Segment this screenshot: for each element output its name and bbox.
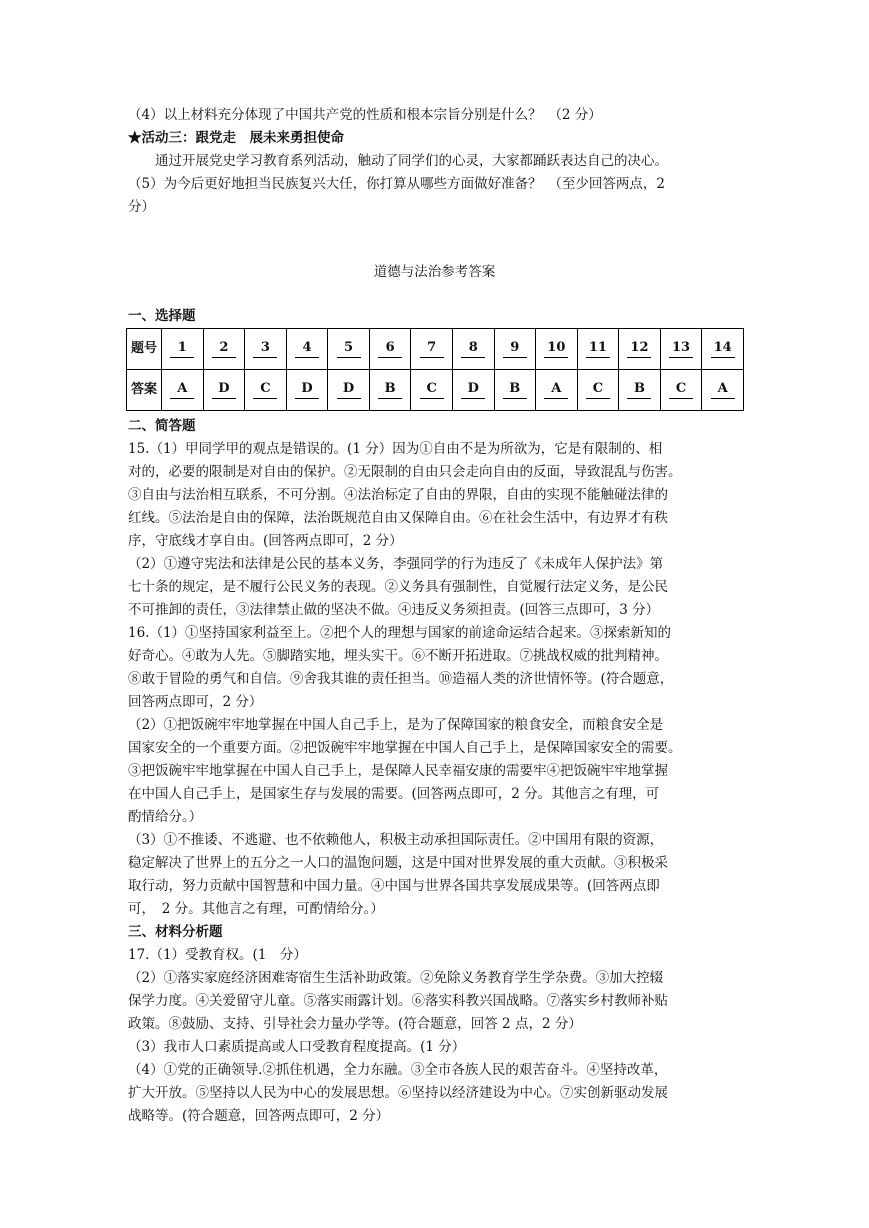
table-cell <box>162 329 204 370</box>
question-number: 4 <box>295 340 319 358</box>
answer-letter: D <box>295 381 319 399</box>
question-number: 3 <box>253 340 277 358</box>
table-row-answers <box>127 370 744 411</box>
answer-letter: D <box>337 381 361 399</box>
table-cell <box>411 329 453 370</box>
question-number: 9 <box>503 340 527 358</box>
question-number: 1 <box>170 340 194 358</box>
question-number: 7 <box>420 340 444 358</box>
table-cell <box>452 370 494 411</box>
question-5: （5）为今后更好地担当民族复兴大任，你打算从哪些方面做好准备？ （至少回答两点，2 分） <box>128 176 665 215</box>
table-cell <box>536 370 578 411</box>
table-cell <box>452 329 494 370</box>
answer-key-title: 道德与法治参考答案 <box>373 264 496 280</box>
answer-letter: A <box>544 381 568 399</box>
table-cell <box>577 370 619 411</box>
answer-15-1: 15.（1）甲同学甲的观点是错误的。(1 分）因为①自由不是为所欲为，它是有限制的、相 对的，必要的限制是对自由的保护。②无限制的自由只会走向自由的反面，导致混乱与伤害。 ③自由与法治相互联系，不可分割。④法治标定了自由的界限，自由的实现不能触碰法律的 红线。⑤法治是自由的保障，法治既规范自由又保障自由。⑥在社会生活中，有边界才有秩 序，守底线才享自由。(回答两点即可，2 分） <box>128 441 682 549</box>
table-cell <box>660 370 702 411</box>
table-cell <box>203 370 245 411</box>
table-cell <box>411 370 453 411</box>
answer-16-3: （3）①不推诿、不逃避、也不依赖他人，积极主动承担国际责任。②中国用有限的资源， 稳定解决了世界上的五分之一人口的温饱问题，这是中国对世界发展的重大贡献。③积极采 取行动，努力贡献中国智慧和中国力量。④中国与世界各国共享发展成果等。(回答两点即 可， 2 分。其他言之有理，可酌情给分。） <box>128 832 668 917</box>
table-cell <box>369 329 411 370</box>
answer-letter: C <box>253 381 277 399</box>
table-cell <box>660 329 702 370</box>
table-cell <box>203 329 245 370</box>
table-cell <box>162 370 204 411</box>
table-cell <box>245 329 287 370</box>
answer-letter: A <box>711 381 735 399</box>
table-cell <box>286 370 328 411</box>
question-number: 5 <box>337 340 361 358</box>
question-number: 12 <box>627 340 651 358</box>
table-row-numbers <box>127 329 744 370</box>
question-number: 14 <box>711 340 735 358</box>
row-header-number: 题号 <box>127 329 162 370</box>
activity-intro: 通过开展党史学习教育系列活动，触动了同学们的心灵，大家都踊跃表达自己的决心。 <box>128 153 668 169</box>
question-4: （4）以上材料充分体现了中国共产党的性质和根本宗旨分别是什么？ （2 分） <box>128 107 602 123</box>
question-number: 2 <box>212 340 236 358</box>
answer-16-1: 16.（1）①坚持国家利益至上。②把个人的理想与国家的前途命运结合起来。③探索新知的 好奇心。④敢为人先。⑤脚踏实地，埋头实干。⑥不断开拓进取。⑦挑战权威的批判精神。 ⑧敢于冒险的勇气和自信。⑨舍我其谁的责任担当。⑩造福人类的济世情怀等。(符合题意， 回答两点即可，2 分） <box>128 625 674 710</box>
section-short-answer-heading: 二、简答题 <box>128 418 196 434</box>
answer-17-3: （3）我市人口素质提高或人口受教育程度提高。(1 分） <box>128 1039 466 1055</box>
answer-letter: D <box>212 381 236 399</box>
answer-letter: C <box>420 381 444 399</box>
question-number: 13 <box>669 340 693 358</box>
answer-15-2: （2）①遵守宪法和法律是公民的基本义务，李强同学的行为违反了《未成年人保护法》第 七十条的规定，是不履行公民义务的表现。②义务具有强制性，自觉履行法定义务，是公民 不可推卸的责任，③法律禁止做的坚决不做。④违反义务须担责。(回答三点即可，3 分） <box>128 556 668 618</box>
question-number: 11 <box>586 340 610 358</box>
table-cell <box>619 329 661 370</box>
section-choice-heading: 一、选择题 <box>128 308 196 324</box>
answer-17-4: （4）①党的正确领导.②抓住机遇，全力东融。③全市各族人民的艰苦奋斗。④坚持改革， 扩大开放。⑤坚持以人民为中心的发展思想。⑥坚持以经济建设为中心。⑦实创新驱动发展 战略等。(符合题意，回答两点即可，2 分） <box>128 1062 668 1124</box>
answer-table <box>126 328 744 411</box>
answer-17-2: （2）①落实家庭经济困难寄宿生生活补助政策。②免除义务教育学生学杂费。③加大控辍 保学力度。④关爱留守儿童。⑤落实雨露计划。⑥落实科教兴国战略。⑦落实乡村教师补贴 政策。⑧鼓励、支持、引导社会力量办学等。(符合题意，回答 2 点，2 分） <box>128 970 668 1032</box>
table-cell <box>619 370 661 411</box>
table-cell <box>245 370 287 411</box>
activity-3-heading: ★活动三：跟党走 展未来勇担使命 <box>128 130 344 146</box>
answer-letter: C <box>669 381 693 399</box>
answer-16-2: （2）①把饭碗牢牢地掌握在中国人自己手上，是为了保障国家的粮食安全，而粮食安全是 国家安全的一个重要方面。②把饭碗牢牢地掌握在中国人自己手上，是保障国家安全的需要。 ③把饭碗牢牢地掌握在中国人自己手上，是保障人民幸福安康的需要牢④把饭碗牢牢地掌握 在中国人自己手上，是国家生存与发展的需要。(回答两点即可，2 分。其他言之有理，可 酌情给分。） <box>128 717 682 825</box>
table-cell <box>536 329 578 370</box>
table-cell <box>328 329 370 370</box>
answer-letter: B <box>378 381 402 399</box>
table-cell <box>577 329 619 370</box>
question-number: 6 <box>378 340 402 358</box>
answer-letter: A <box>170 381 194 399</box>
table-cell <box>286 329 328 370</box>
question-number: 10 <box>544 340 568 358</box>
answer-letter: C <box>586 381 610 399</box>
table-cell <box>328 370 370 411</box>
section-material-analysis-heading: 三、材料分析题 <box>128 924 223 940</box>
answer-letter: B <box>503 381 527 399</box>
row-header-answer: 答案 <box>127 370 162 411</box>
answer-17-1: 17.（1）受教育权。(1 分） <box>128 947 307 963</box>
answer-letter: B <box>627 381 651 399</box>
table-cell <box>494 329 536 370</box>
answer-letter: D <box>461 381 485 399</box>
question-number: 8 <box>461 340 485 358</box>
table-cell <box>494 370 536 411</box>
table-cell <box>702 370 744 411</box>
table-cell <box>702 329 744 370</box>
table-cell <box>369 370 411 411</box>
